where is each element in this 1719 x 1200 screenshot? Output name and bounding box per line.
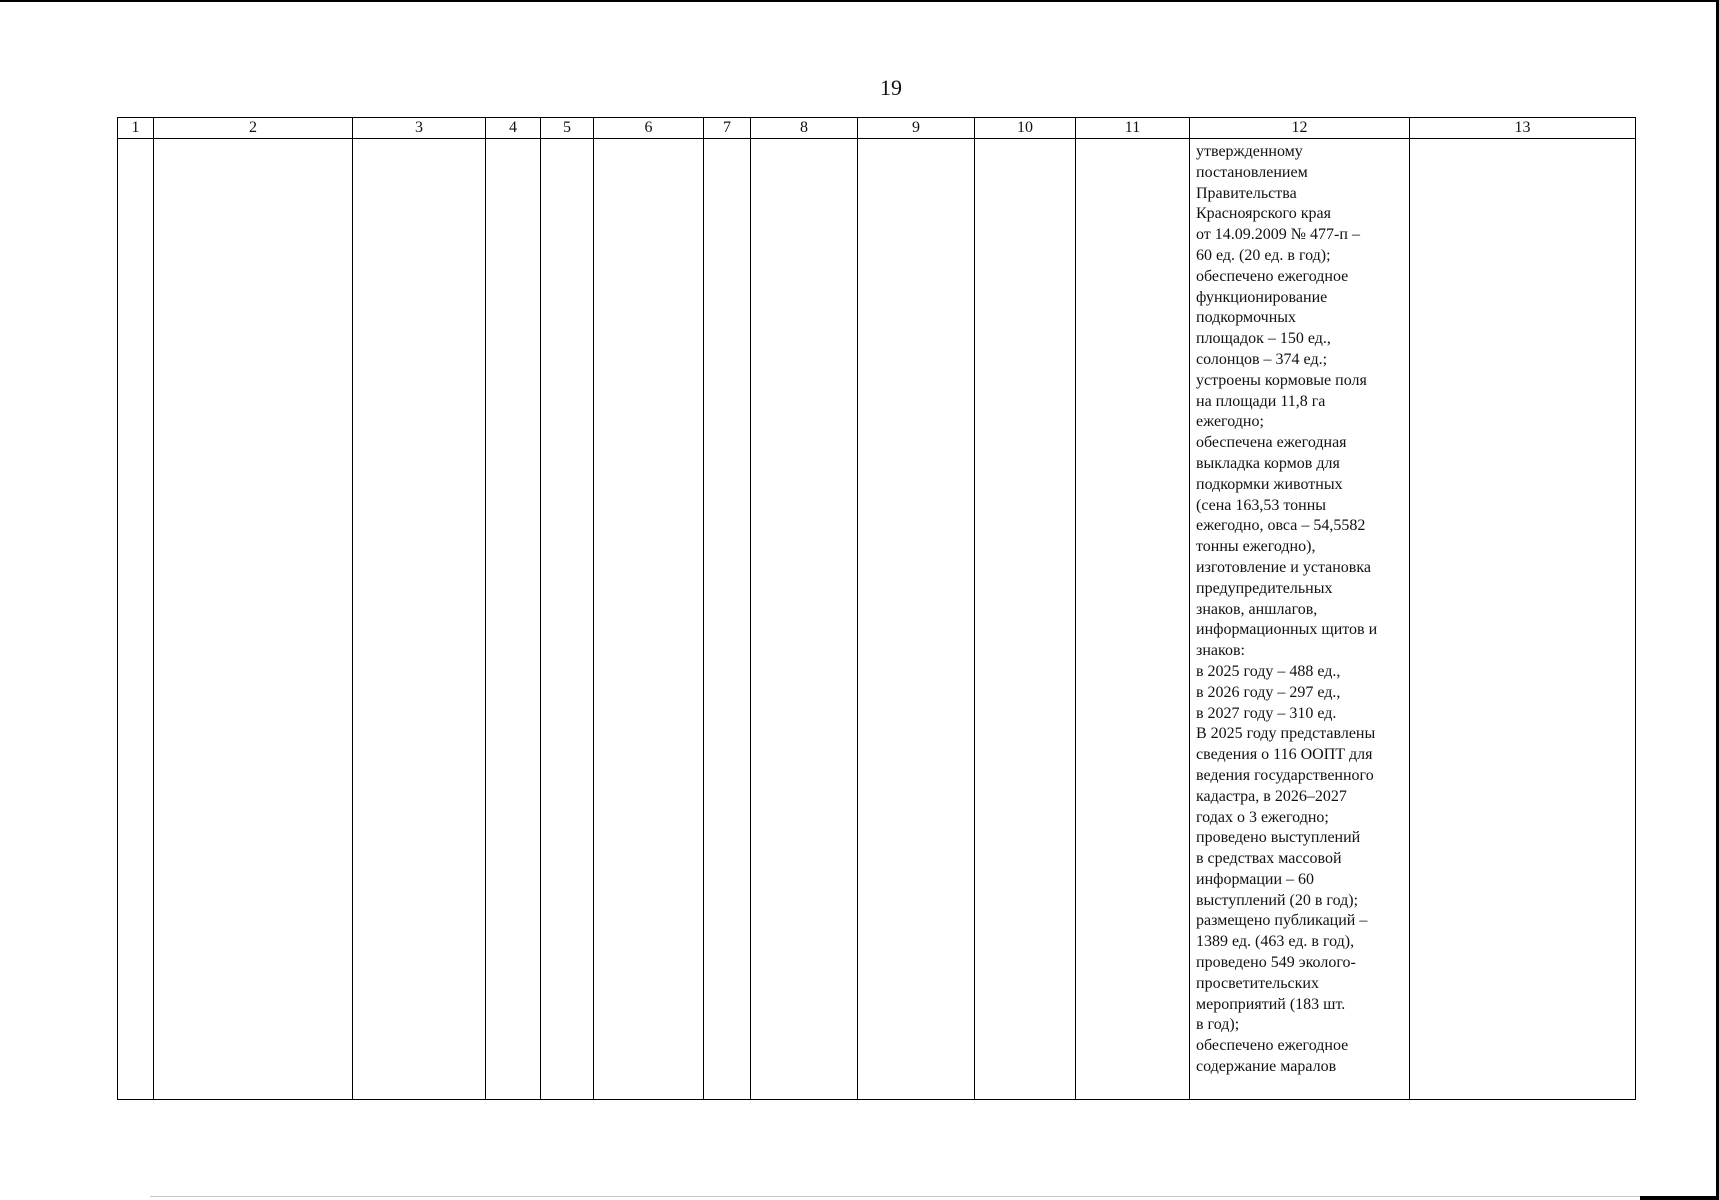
col12-line: выкладка кормов для	[1196, 454, 1340, 472]
cell-col-9	[858, 139, 975, 1100]
col12-line: В 2025 году представлены	[1196, 725, 1376, 743]
col12-line: сведения о 116 ООПТ для	[1196, 746, 1373, 764]
col12-line: Красноярского края	[1196, 205, 1331, 223]
cell-col-6	[594, 139, 704, 1100]
col12-line: в средствах массовой	[1196, 850, 1342, 868]
col12-line: знаков, аншлагов,	[1196, 600, 1318, 618]
header-cell-5: 5	[541, 118, 594, 139]
col12-line: обеспечено ежегодное	[1196, 267, 1349, 285]
col12-line: тонны ежегодно),	[1196, 538, 1316, 556]
col12-line: Правительства	[1196, 184, 1297, 202]
header-cell-13: 13	[1410, 118, 1636, 139]
header-cell-4: 4	[486, 118, 541, 139]
cell-col-11	[1076, 139, 1190, 1100]
col12-line: в 2025 году – 488 ед.,	[1196, 662, 1341, 680]
col12-line: солонцов – 374 ед.;	[1196, 350, 1328, 368]
col12-line: проведено 549 эколого-	[1196, 954, 1356, 972]
col12-line: в 2026 году – 297 ед.,	[1196, 683, 1341, 701]
header-row	[118, 118, 1636, 139]
scan-edge-top	[0, 0, 1719, 2]
col12-line: годах о 3 ежегодно;	[1196, 808, 1329, 826]
cell-col-8	[751, 139, 858, 1100]
col12-line: утвержденному	[1196, 143, 1303, 160]
cell-col-3	[353, 139, 486, 1100]
scan-edge-bottom	[1640, 1196, 1719, 1200]
col12-line: 60 ед. (20 ед. в год);	[1196, 246, 1331, 264]
cell-col-5	[541, 139, 594, 1100]
col12-line: подкормки животных	[1196, 475, 1343, 493]
col12-line: кадастра, в 2026–2027	[1196, 787, 1347, 805]
col12-line: размещено публикаций –	[1196, 912, 1368, 930]
col12-line: площадок – 150 ед.,	[1196, 330, 1331, 348]
cell-col-4	[486, 139, 541, 1100]
col12-line: проведено выступлений	[1196, 829, 1361, 847]
col12-line: обеспечено ежегодное	[1196, 1037, 1349, 1055]
table-row	[118, 139, 1636, 1100]
col12-line: 1389 ед. (463 ед. в год),	[1196, 933, 1355, 951]
col12-line: содержание маралов	[1196, 1058, 1337, 1076]
col12-line: от 14.09.2009 № 477-п –	[1196, 226, 1360, 244]
col12-line: изготовление и установка	[1196, 558, 1371, 576]
cell-col-2	[154, 139, 353, 1100]
cell-col-10	[975, 139, 1076, 1100]
cell-col-12	[1190, 139, 1410, 1100]
col12-line: ежегодно;	[1196, 413, 1264, 431]
col12-line: информационных щитов и	[1196, 621, 1378, 639]
page-number: 19	[880, 75, 902, 100]
scan-edge-bottom-faint	[150, 1196, 1640, 1197]
header-cell-3: 3	[353, 118, 486, 139]
header-cell-10: 10	[975, 118, 1076, 139]
header-cell-6: 6	[594, 118, 704, 139]
col12-text-block	[1190, 139, 1409, 1078]
col12-line: (сена 163,53 тонны	[1196, 496, 1327, 514]
header-cell-1: 1	[118, 118, 154, 139]
col12-line: информации – 60	[1196, 870, 1315, 888]
cell-col-1	[118, 139, 154, 1100]
cell-col-13	[1410, 139, 1636, 1100]
col12-line: знаков:	[1196, 642, 1245, 660]
col12-line: подкормочных	[1196, 309, 1297, 327]
col12-line: мероприятий (183 шт.	[1196, 995, 1346, 1013]
col12-line: в 2027 году – 310 ед.	[1196, 704, 1337, 722]
header-cell-2: 2	[154, 118, 353, 139]
col12-line: предупредительных	[1196, 579, 1333, 597]
col12-line: просветительских	[1196, 974, 1319, 992]
cell-col-7	[704, 139, 751, 1100]
header-cell-7: 7	[704, 118, 751, 139]
col12-line: обеспечена ежегодная	[1196, 434, 1347, 452]
header-cell-9: 9	[858, 118, 975, 139]
col12-line: выступлений (20 в год);	[1196, 891, 1359, 909]
header-cell-12: 12	[1190, 118, 1410, 139]
col12-line: функционирование	[1196, 288, 1328, 306]
col12-line: ведения государственного	[1196, 766, 1374, 784]
main-table	[117, 117, 1636, 1100]
col12-line: в год);	[1196, 1016, 1240, 1034]
header-cell-8: 8	[751, 118, 858, 139]
header-cell-11: 11	[1076, 118, 1190, 139]
col12-line: ежегодно, овса – 54,5582	[1196, 517, 1366, 535]
col12-line: на площади 11,8 га	[1196, 392, 1326, 410]
col12-line: устроены кормовые поля	[1196, 371, 1367, 389]
col12-line: постановлением	[1196, 163, 1308, 181]
